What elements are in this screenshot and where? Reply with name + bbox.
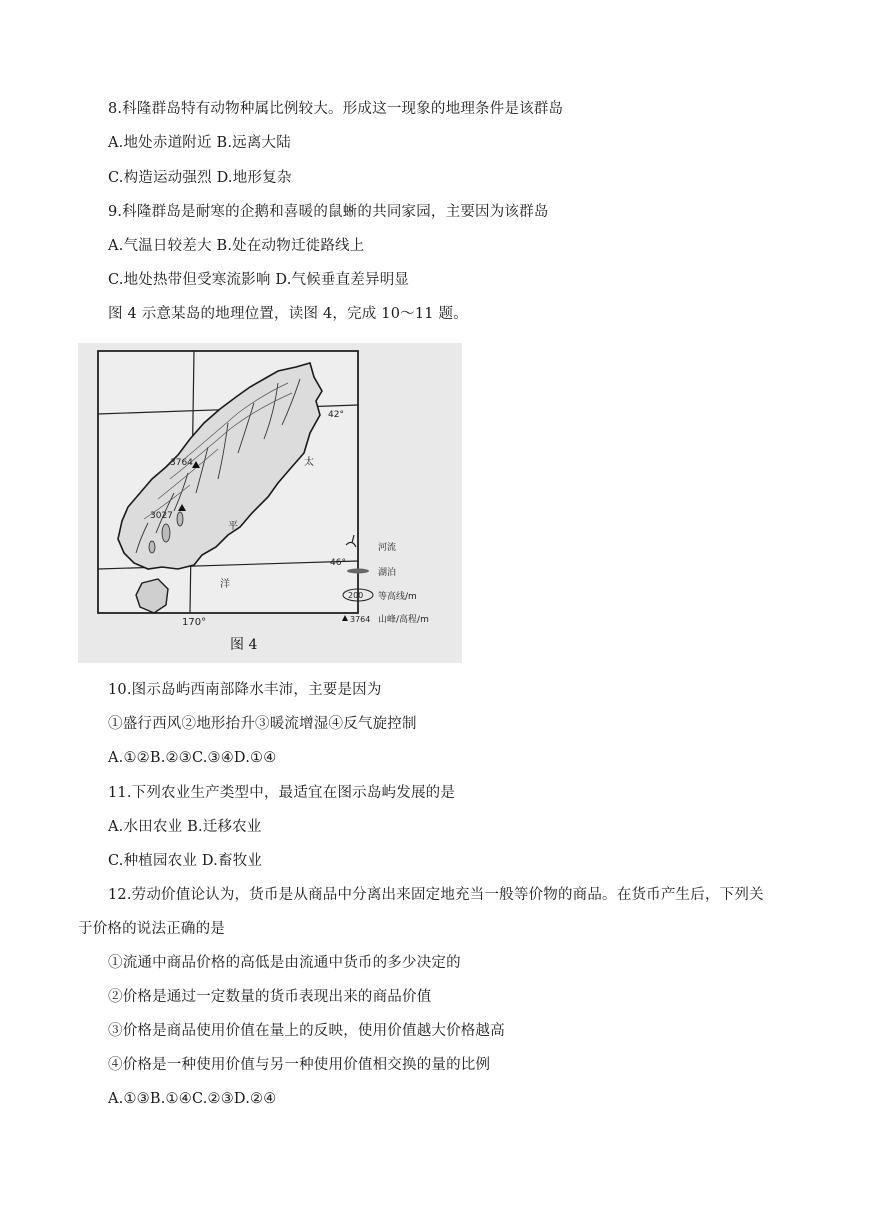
legend-lake-label: 湖泊 xyxy=(378,568,397,578)
question-12-statement-3: ③价格是商品使用价值在量上的反映，使用价值越大价格越高 xyxy=(108,1023,505,1039)
sea-label-2: 平 xyxy=(228,521,238,532)
longitude-label-170: 170° xyxy=(182,617,207,628)
island-map-figure xyxy=(78,343,462,663)
question-9-options-cd: C.地处热带但受寒流影响 D.气候垂直差异明显 xyxy=(108,272,410,288)
question-10-answers: A.①②B.②③C.③④D.①④ xyxy=(108,750,277,766)
question-9-options-ab: A.气温日较差大 B.处在动物迁徙路线上 xyxy=(108,238,365,254)
question-10: 10.图示岛屿西南部降水丰沛，主要是因为 xyxy=(108,682,382,698)
peak-label-2: 3027 xyxy=(150,511,173,521)
question-12-answers: A.①③B.①④C.②③D.②④ xyxy=(108,1091,277,1107)
latitude-label-46: 46° xyxy=(330,558,346,568)
island-map xyxy=(78,343,462,663)
sea-label-1: 太 xyxy=(304,457,314,468)
lake-legend-icon xyxy=(347,569,369,574)
question-8-options-cd: C.构造运动强烈 D.地形复杂 xyxy=(108,170,292,186)
legend-peak-label: 山峰/高程/m xyxy=(378,615,429,625)
lake xyxy=(149,541,155,553)
question-12-statement-1: ①流通中商品价格的高低是由流通中货币的多少决定的 xyxy=(108,955,461,971)
question-10-statements: ①盛行西风②地形抬升③暖流增湿④反气旋控制 xyxy=(108,716,417,732)
legend-contour-value: 200 xyxy=(348,591,364,600)
question-12-line-2: 于价格的说法正确的是 xyxy=(78,921,225,937)
figure-intro: 图 4 示意某岛的地理位置，读图 4，完成 10～11 题。 xyxy=(108,306,468,322)
latitude-label-42: 42° xyxy=(328,410,344,420)
question-12-line-1: 12.劳动价值论认为，货币是从商品中分离出来固定地充当一般等价物的商品。在货币产生后，下列关 xyxy=(108,887,764,903)
question-9: 9.科隆群岛是耐寒的企鹅和喜暖的鼠蜥的共同家园，主要因为该群岛 xyxy=(108,204,549,220)
question-11: 11.下列农业生产类型中，最适宜在图示岛屿发展的是 xyxy=(108,785,456,801)
legend-river-label: 河流 xyxy=(378,543,397,553)
peak-label-1: 3764 xyxy=(170,458,193,468)
question-8-options-ab: A.地处赤道附近 B.远离大陆 xyxy=(108,135,291,151)
question-12-statement-2: ②价格是通过一定数量的货币表现出来的商品价值 xyxy=(108,989,432,1005)
question-8: 8.科隆群岛特有动物种属比例较大。形成这一现象的地理条件是该群岛 xyxy=(108,101,564,117)
lake xyxy=(177,512,183,526)
figure-caption: 图 4 xyxy=(230,637,258,653)
legend-contour-label: 等高线/m xyxy=(378,592,417,602)
lake xyxy=(162,524,170,542)
question-11-options-ab: A.水田农业 B.迁移农业 xyxy=(108,819,262,835)
legend-peak-value: 3764 xyxy=(350,615,371,624)
question-11-options-cd: C.种植园农业 D.畜牧业 xyxy=(108,853,263,869)
sea-label-3: 洋 xyxy=(220,579,230,590)
question-12-statement-4: ④价格是一种使用价值与另一种使用价值相交换的量的比例 xyxy=(108,1057,491,1073)
